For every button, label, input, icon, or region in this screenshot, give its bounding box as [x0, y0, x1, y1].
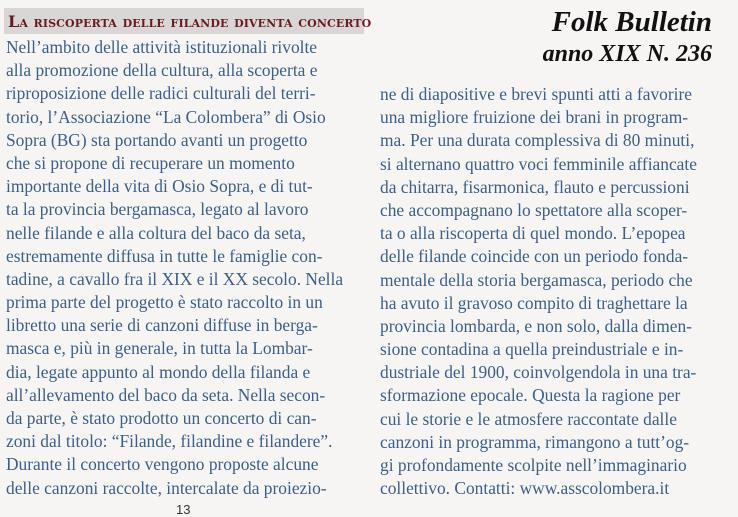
text-line: Sopra (BG) sta portando avanti un progetto — [6, 129, 308, 150]
text-line: tadine, a cavallo fra il XIX e il XX secolo. Nella — [6, 268, 344, 289]
text-line: zoni dal titolo: “Filande, filandine e filandere”. — [6, 431, 333, 452]
text-line: alla promozione della cultura, alla scoperta e — [6, 60, 318, 81]
text-line: ta o alla riscoperta di quel mondo. L’epopea — [380, 223, 686, 244]
text-line: sformazione epocale. Questa la ragione per — [380, 385, 681, 406]
text-line: gi profondamente scolpite nell’immaginario — [380, 455, 687, 475]
text-line: che si propone di recuperare un momento — [6, 152, 295, 173]
text-line: ne di diapositive e brevi spunti atti a favorire — [380, 84, 692, 104]
text-line: libretto una serie di canzoni diffuse in berga- — [6, 315, 318, 336]
publication-name: Folk Bulletin — [551, 6, 712, 38]
text-line: ma. Per una durata complessiva di 80 minuti, — [380, 130, 695, 151]
text-line: delle filande coincide con un periodo fonda- — [380, 246, 689, 267]
issue-number: anno XIX N. 236 — [542, 41, 712, 67]
text-line: che accompagnano lo spettatore alla scoper- — [380, 199, 688, 220]
text-line: mentale della storia bergamasca, periodo che — [380, 269, 693, 290]
text-line: una migliore fruizione dei brani in program- — [380, 107, 689, 128]
text-line: si alternano quattro voci femminile affiancate — [380, 153, 697, 174]
text-line: importante della vita di Osio Sopra, e di tut- — [6, 176, 313, 197]
article-title-bar — [4, 8, 372, 34]
text-line: dustriale del 1900, coinvolgendola in una tra- — [380, 362, 697, 383]
article-title: La riscoperta delle filande diventa concerto — [8, 11, 372, 31]
text-line: all’allevamento del baco da seta. Nella secon- — [6, 384, 326, 405]
text-line: cui le storie e le atmosfere raccontate dalle — [380, 408, 677, 429]
text-line: dia, legate appunto al mondo della filanda e — [6, 361, 311, 382]
text-line: collettivo. Contatti: www.asscolombera.it — [380, 478, 670, 499]
text-line: da chitarra, fisarmonica, flauto e percussioni — [380, 176, 690, 197]
text-line: sione contadina a quella preindustriale e in- — [380, 339, 684, 360]
text-line: canzoni in programma, rimangono a tutt’og- — [380, 431, 690, 452]
text-line: ha avuto il gravoso compito di traghettare la — [380, 292, 688, 313]
text-line: prima parte del progetto è stato raccolto in un — [6, 292, 323, 313]
text-line: Durante il concerto vengono proposte alcune — [6, 454, 319, 475]
text-line: masca e, più in generale, in tutta la Lombar- — [6, 338, 313, 359]
text-line: provincia lombarda, e non solo, dalla dimen- — [380, 315, 692, 336]
text-line: torio, l’Associazione “La Colombera” di Osio — [6, 106, 326, 127]
text-line: Nell’ambito delle attività istituzionali rivolte — [6, 37, 318, 57]
text-line: nelle filande e alla coltura del baco da seta, — [6, 222, 306, 243]
article-column-left — [6, 36, 362, 500]
page-number: 13 — [176, 502, 191, 517]
masthead — [543, 6, 712, 70]
text-line: riproposizione delle radici culturali del terri- — [6, 83, 316, 104]
text-line: ta la provincia bergamasca, legato al lavoro — [6, 199, 309, 220]
text-line: delle canzoni raccolte, intercalate da proiezio- — [6, 477, 327, 498]
text-line: estremamente diffusa in tutte le famiglie con- — [6, 245, 323, 266]
article-column-right — [380, 83, 732, 500]
text-line: da parte, è stato prodotto un concerto di can- — [6, 408, 317, 428]
